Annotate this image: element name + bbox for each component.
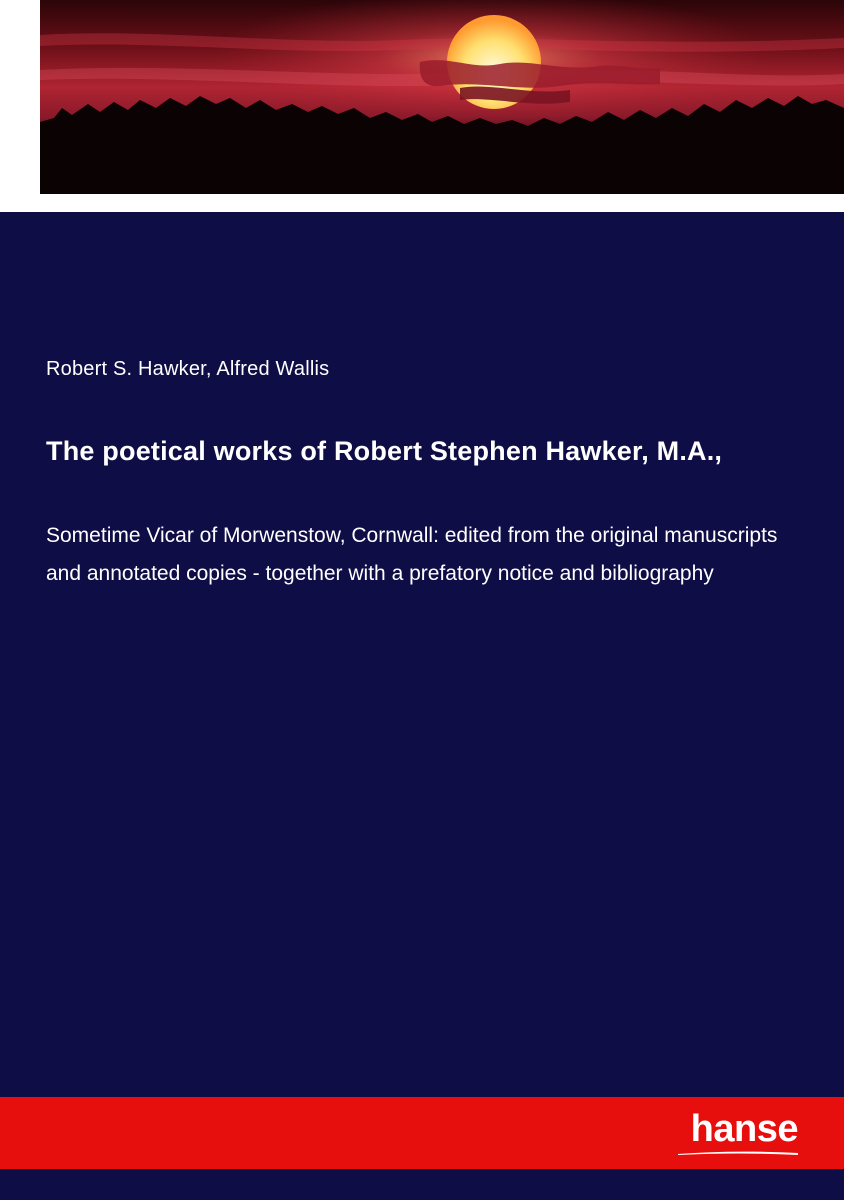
book-subtitle: Sometime Vicar of Morwenstow, Cornwall: edited from the original manuscripts and annotated copies - together with a prefatory notice and bibliography: [46, 524, 778, 585]
sunset-photo: [40, 0, 844, 194]
publisher-logo: [678, 1109, 798, 1155]
book-title: The poetical works of Robert Stephen Hawker, M.A.,: [46, 436, 723, 466]
logo-underline-swoosh: [678, 1151, 798, 1155]
top-white-band: [0, 0, 844, 212]
author-names: Robert S. Hawker, Alfred Wallis: [46, 358, 330, 380]
publisher-name: hanse: [690, 1108, 798, 1150]
publisher-band: [0, 1097, 844, 1169]
